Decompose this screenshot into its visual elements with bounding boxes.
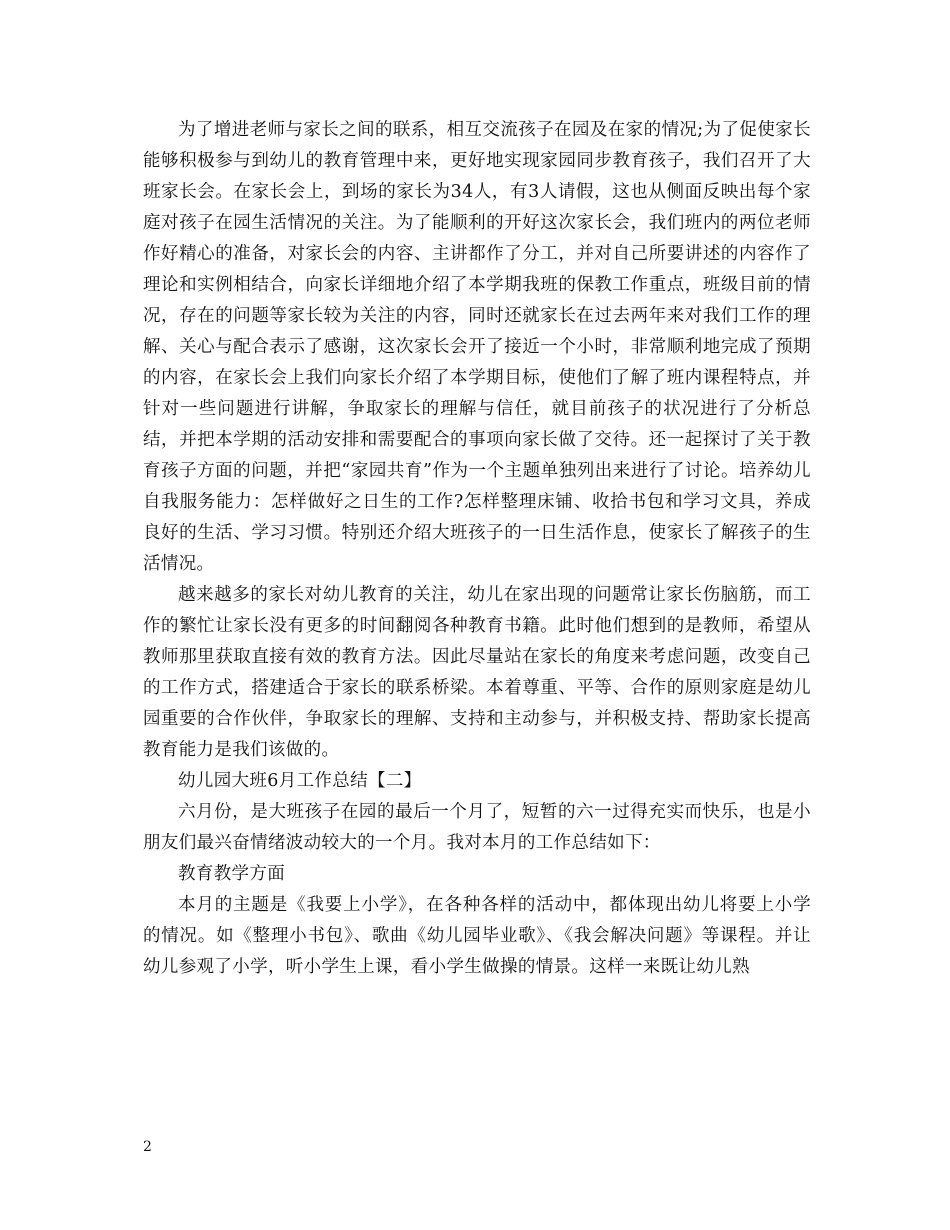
subheading-teaching: 教育教学方面 [178,864,286,884]
paragraph-parent-concern: 越来越多的家长对幼儿教育的关注，幼儿在家出现的问题常让家长伤脑筋，而工作的繁忙让家长没有更多的时间翻阅各种教育书籍。此时他们想到的是教师，希望从教师那里获取直接有效的教育方法。因此尽量站在家长的角度来考虑问题，改变自己的工作方式，搭建适合于家长的联系桥梁。本着尊重、平等、合作的原则家庭是幼儿园重要的合作伙伴，争取家长的理解、支持和主动参与，并积极支持、帮助家长提高教育能力是我们该做的。 [143,585,811,760]
paragraph-june-intro: 六月份，是大班孩子在园的最后一个月了，短暂的六一过得充实而快乐，也是小朋友们最兴奋情绪波动较大的一个月。我对本月的工作总结如下： [143,802,811,853]
paragraph-theme: 本月的主题是《我要上小学》，在各种各样的活动中，都体现出幼儿将要上小学的情况。如《整理小书包》、歌曲《幼儿园毕业歌》、《我会解决问题》等课程。并让幼儿参观了小学，听小学生上课，看小学生做操的情景。这样一来既让幼儿熟 [143,895,811,977]
section-heading-june-summary: 幼儿园大班6月工作总结【二】 [178,771,422,791]
page-number: 2 [143,1139,152,1155]
paragraph-parent-meeting: 为了增进老师与家长之间的联系，相互交流孩子在园及在家的情况;为了促使家长能够积极参与到幼儿的教育管理中来，更好地实现家园同步教育孩子，我们召开了大班家长会。在家长会上，到场的家长为34人，有3人请假，这也从侧面反映出每个家庭对孩子在园生活情况的关注。为了能顺利的开好这次家长会，我们班内的两位老师作好精心的准备，对家长会的内容、主讲都作了分工，并对自己所要讲述的内容作了理论和实例相结合，向家长详细地介绍了本学期我班的保教工作重点，班级目前的情况，存在的问题等家长较为关注的内容，同时还就家长在过去两年来对我们工作的理解、关心与配合表示了感谢，这次家长会开了接近一个小时，非常顺利地完成了预期的内容，在家长会上我们向家长介绍了本学期目标，使他们了解了班内课程特点，并针对一些问题进行讲解，争取家长的理解与信任，就目前孩子的状况进行了分析总结，并把本学期的活动安排和需要配合的事项向家长做了交待。还一起探讨了关于教育孩子方面的问题，并把“家园共育”作为一个主题单独列出来进行了讨论。培养幼儿自我服务能力：怎样做好之日生的工作?怎样整理床铺、收拾书包和学习文具，养成良好的生活、学习习惯。特别还介绍大班孩子的一日生活作息，使家长了解孩子的生活情况。 [143,120,811,574]
document-body [143,115,811,983]
